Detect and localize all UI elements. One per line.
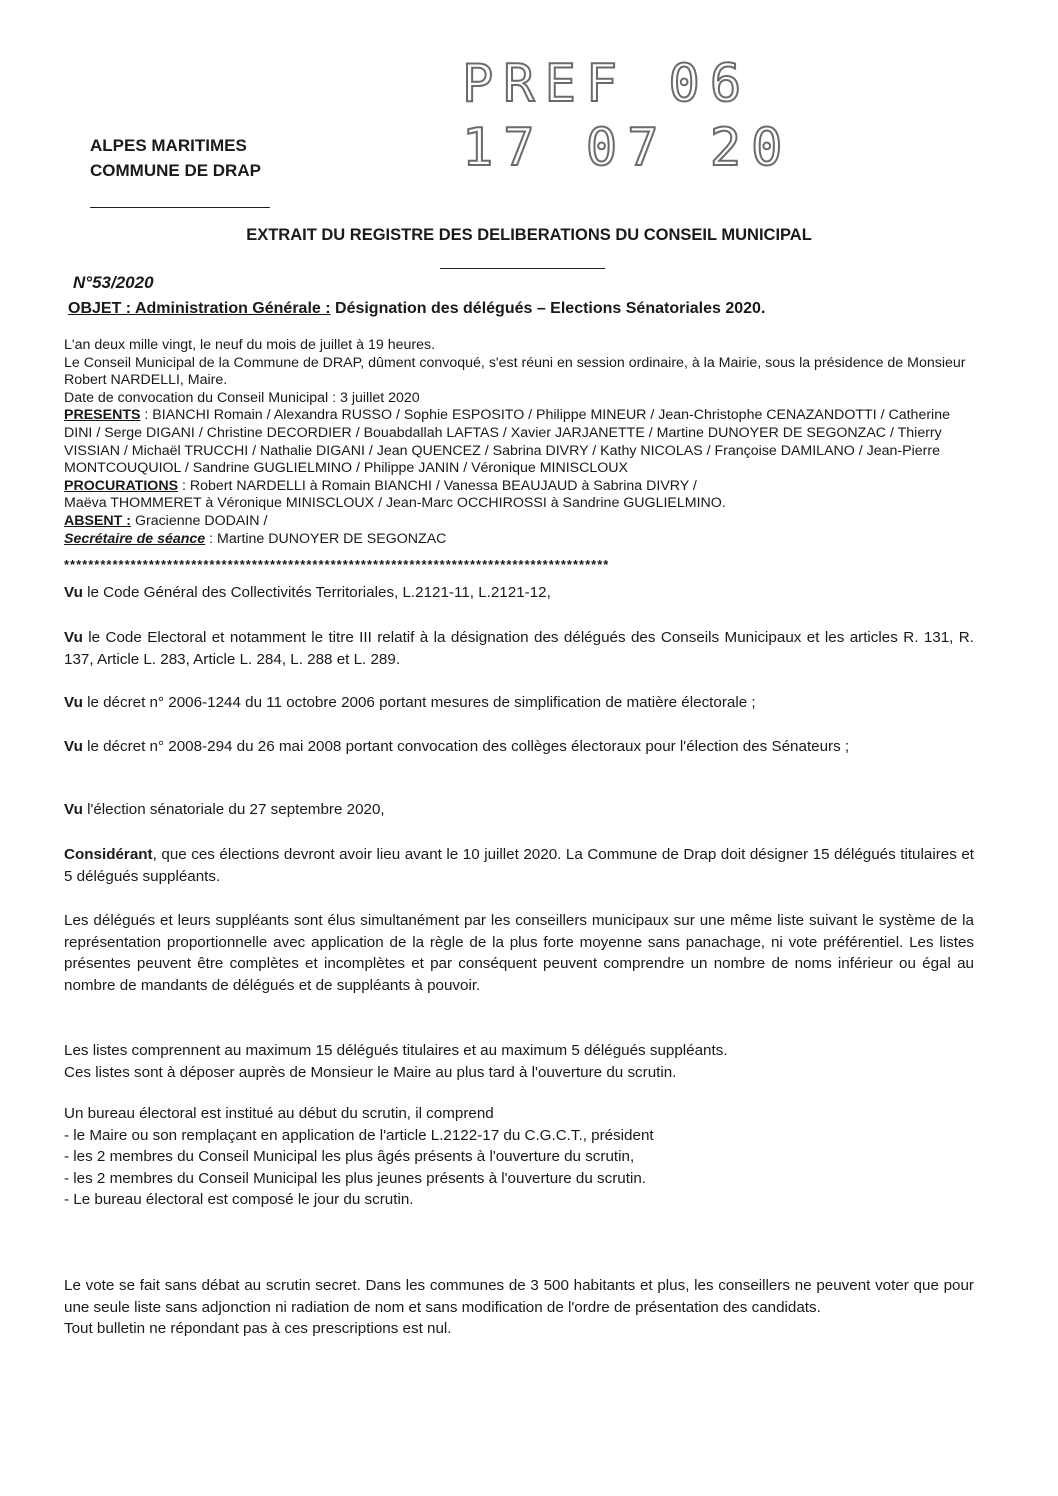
session-details xyxy=(64,337,974,548)
vu-lead: Vu xyxy=(64,584,83,601)
presents-text: : BIANCHI Romain / Alexandra RUSSO / Sophie ESPOSITO / Philippe MINEUR / Jean-Christophe CENAZANDOTTI / Catherine DINI / Serge DIGANI / Christine DECORDIER / Bouabdallah LAFTAS / Xavier JARJANETTE / Martine DUNOYER DE SEGONZAC / Thierry VISSIAN / Michaël TRUCCHI / Nathalie DIGANI / Jean QUENCEZ / Sabrina DIVRY / Kathy NICOLAS / Françoise DAMILANO / Jean-Pierre MONTCOUQUIOL / Sandrine GUGLIELMINO / Philippe JANIN / Véronique MINISCLOUX xyxy=(64,407,950,477)
procurations-text-2: Maëva THOMMERET à Véronique MINISCLOUX / Jean-Marc OCCHIROSSI à Sandrine GUGLIELMINO. xyxy=(64,495,726,512)
absent-label: ABSENT : xyxy=(64,512,131,529)
vu-lead: Vu xyxy=(64,694,83,711)
bureau-item: - Le bureau électoral est composé le jour du scrutin. xyxy=(64,1191,414,1208)
stamp-line-2: 17 07 20 xyxy=(462,118,793,178)
listes-text-2: Ces listes sont à déposer auprès de Monsieur le Maire au plus tard à l'ouverture du scrutin. xyxy=(64,1063,677,1081)
objet-label: OBJET : Administration Générale : xyxy=(68,300,331,317)
presents-label: PRESENTS xyxy=(64,407,141,424)
title-divider xyxy=(440,268,605,269)
vu-paragraph-5 xyxy=(64,799,974,821)
listes-text-1: Les listes comprennent au maximum 15 délégués titulaires et au maximum 5 délégués suppléants. xyxy=(64,1042,728,1059)
issuer-header xyxy=(90,133,261,183)
delegues-paragraph xyxy=(64,910,974,996)
procurations-label: PROCURATIONS xyxy=(64,477,179,494)
presents-list xyxy=(64,407,974,477)
absent-line xyxy=(64,513,974,531)
session-date: L'an deux mille vingt, le neuf du mois de juillet à 19 heures. xyxy=(64,337,436,353)
vu-paragraph-2 xyxy=(64,627,974,670)
vu-text: l'élection sénatoriale du 27 septembre 2020, xyxy=(82,801,385,818)
procurations-text-1: : Robert NARDELLI à Romain BIANCHI / Vanessa BEAUJAUD à Sabrina DIVRY / xyxy=(178,477,697,494)
procurations-list xyxy=(64,478,974,496)
considerant-lead: Considérant xyxy=(64,846,153,863)
secretaire-line xyxy=(64,531,974,549)
session-convocation: Date de convocation du Conseil Municipal : 3 juillet 2020 xyxy=(64,389,420,406)
bureau-item: - les 2 membres du Conseil Municipal les plus jeunes présents à l'ouverture du scrutin. xyxy=(64,1169,646,1187)
vote-text: Le vote se fait sans débat au scrutin secret. Dans les communes de 3 500 habitants et plus, les conseillers ne peuvent voter que pour une seule liste sans adjonction ni radiation de nom et sans modification de l'ordre de présentation des candidats. xyxy=(64,1277,974,1316)
bureau-intro: Un bureau électoral est institué au début du scrutin, il comprend xyxy=(64,1105,494,1122)
commune-name: COMMUNE DE DRAP xyxy=(90,161,261,180)
vu-paragraph-4 xyxy=(64,736,974,758)
vu-text: le Code Général des Collectivités Territoriales, L.2121-11, L.2121-12, xyxy=(82,584,551,601)
vu-text: le décret n° 2008-294 du 26 mai 2008 portant convocation des collèges électoraux pour l'élection des Sénateurs ; xyxy=(82,738,850,755)
vu-lead: Vu xyxy=(64,801,83,818)
deliberation-number: N°53/2020 xyxy=(73,273,154,292)
objet-text: Désignation des délégués – Elections Sénatoriales 2020. xyxy=(330,300,766,317)
objet-line xyxy=(68,300,765,318)
vu-text: le décret n° 2006-1244 du 11 octobre 2006 portant mesures de simplification de matière électorale ; xyxy=(82,694,756,711)
bureau-item: - le Maire ou son remplaçant en application de l'article L.2122-17 du C.G.C.T., président xyxy=(64,1126,654,1144)
page-title: EXTRAIT DU REGISTRE DES DELIBERATIONS DU CONSEIL MUNICIPAL xyxy=(246,226,812,244)
bureau-item: - les 2 membres du Conseil Municipal les plus âgés présents à l'ouverture du scrutin, xyxy=(64,1148,635,1165)
arrival-stamp xyxy=(462,52,793,180)
nul-text: Tout bulletin ne répondant pas à ces prescriptions est nul. xyxy=(64,1320,452,1337)
bureau-paragraph xyxy=(64,1103,974,1211)
considerant-paragraph xyxy=(64,844,974,887)
vu-paragraph-3 xyxy=(64,692,974,714)
absent-text: Gracienne DODAIN / xyxy=(131,512,268,529)
secretaire-label: Secrétaire de séance xyxy=(64,530,206,547)
department-name: ALPES MARITIMES xyxy=(90,136,247,155)
secretaire-text: : Martine DUNOYER DE SEGONZAC xyxy=(205,530,447,547)
header-divider xyxy=(90,207,270,208)
asterisk-separator: ****************************************************************************************** xyxy=(64,557,610,572)
vote-paragraph xyxy=(64,1275,974,1340)
considerant-text: , que ces élections devront avoir lieu avant le 10 juillet 2020. La Commune de Drap doit désigner 15 délégués titulaires et 5 délégués suppléants. xyxy=(64,846,974,885)
delegues-text: Les délégués et leurs suppléants sont élus simultanément par les conseillers municipaux sur une même liste suivant le système de la représentation proportionnelle avec application de la règle de la plus forte moyenne sans panachage, ni vote préférentiel. Les listes présentes peuvent être complètes et incomplètes et par conséquent peuvent comprendre un nombre de noms inférieur ou égal au nombre de mandants de délégués et de suppléants à pouvoir. xyxy=(64,912,974,994)
listes-paragraph xyxy=(64,1040,974,1083)
stamp-line-1: PREF 06 xyxy=(462,54,752,114)
vu-lead: Vu xyxy=(64,738,83,755)
session-council: Le Conseil Municipal de la Commune de DRAP, dûment convoqué, s'est réuni en session ordinaire, à la Mairie, sous la présidence de Monsieur Robert NARDELLI, Maire. xyxy=(64,354,966,389)
vu-lead: Vu xyxy=(64,629,83,646)
vu-paragraph-1 xyxy=(64,582,974,604)
vu-text: le Code Electoral et notamment le titre III relatif à la désignation des délégués des Conseils Municipaux et les articles R. 131, R. 137, Article L. 283, Article L. 284, L. 288 et L. 289. xyxy=(64,629,974,668)
